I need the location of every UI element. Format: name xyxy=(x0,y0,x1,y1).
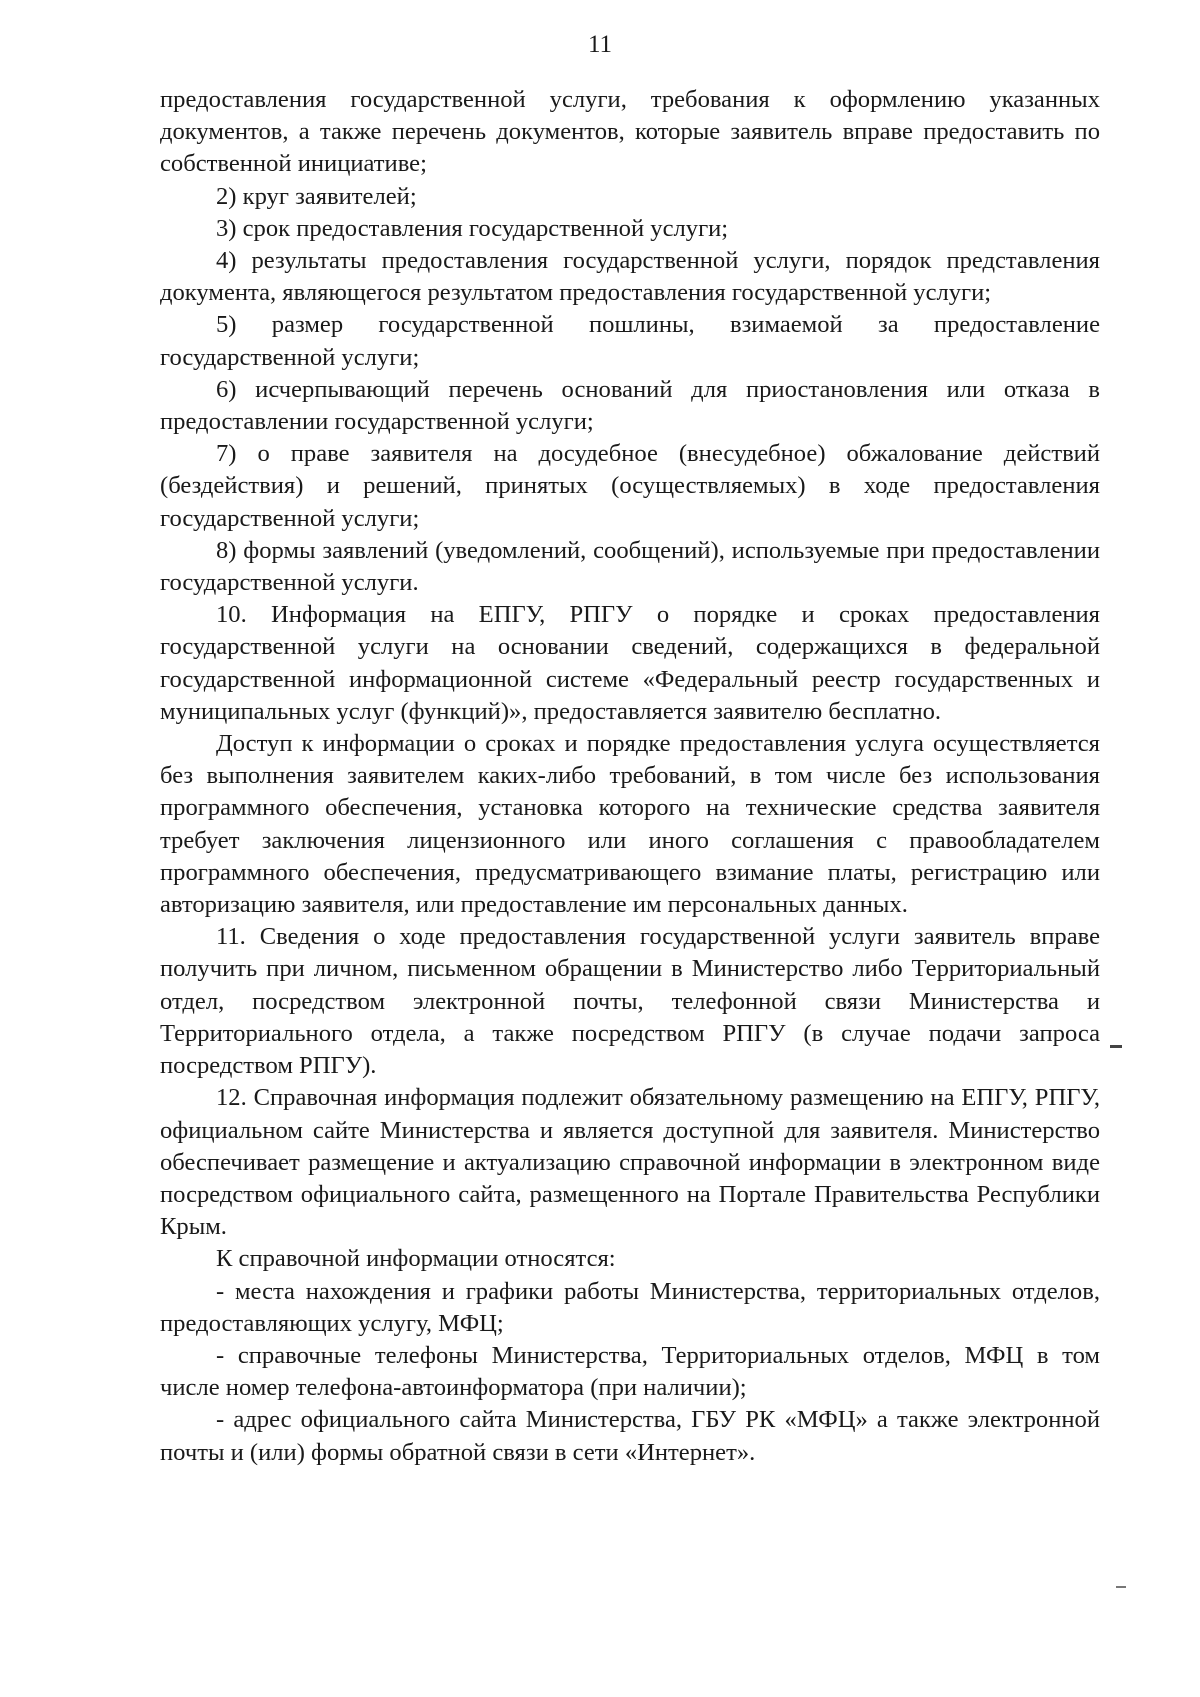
paragraph: 4) результаты предоставления государственной услуги, порядок представления документа, являющегося результатом предоставления государственной услуги; xyxy=(160,247,1100,307)
paragraph: - адрес официального сайта Министерства, ГБУ РК «МФЦ» а также электронной почты и (или) формы обратной связи в сети «Интернет». xyxy=(160,1406,1100,1466)
paragraph: 5) размер государственной пошлины, взимаемой за предоставление государственной услуги; xyxy=(160,311,1100,371)
paragraph: 8) формы заявлений (уведомлений, сообщений), используемые при предоставлении государственной услуги. xyxy=(160,536,1100,597)
paragraph: 7) о праве заявителя на досудебное (внесудебное) обжалование действий (бездействия) и решений, принятых (осуществляемых) в ходе предоставления государственной услуги; xyxy=(160,440,1100,532)
paragraph: 6) исчерпывающий перечень оснований для приостановления или отказа в предоставлении государственной услуги; xyxy=(160,375,1100,436)
paragraph: 11. Сведения о ходе предоставления государственной услуги заявитель вправе получить при личном, письменном обращении в Министерство либо Территориальный отдел, посредством электронной почты, телефонной связи Министерства и Территориального отдела, а также посредством РПГУ (в случае подачи запроса посредством РПГУ). xyxy=(160,923,1100,1080)
document-body xyxy=(160,84,1100,1469)
paragraph: Доступ к информации о сроках и порядке предоставления услуга осуществляется без выполнения заявителем каких-либо требований, в том числе без использования программного обеспечения, установка которого на технические средства заявителя требует заключения лицензионного или иного соглашения с правообладателем программного обеспечения, предусматривающего взимание платы, регистрацию или авторизацию заявителя, или предоставление им персональных данных. xyxy=(160,730,1100,919)
margin-mark xyxy=(1110,1038,1122,1052)
paragraph: - справочные телефоны Министерства, Территориальных отделов, МФЦ в том числе номер телефона-автоинформатора (при наличии); xyxy=(160,1341,1100,1402)
paragraph: 2) круг заявителей; xyxy=(216,182,417,210)
paragraph: - места нахождения и графики работы Министерства, территориальных отделов, предоставляющих услугу, МФЦ; xyxy=(160,1277,1100,1337)
margin-mark xyxy=(1116,1578,1126,1592)
paragraph: 12. Справочная информация подлежит обязательному размещению на ЕПГУ, РПГУ, официальном сайте Министерства и является доступной для заявителя. Министерство обеспечивает размещение и актуализацию справочной информации в электронном виде посредством официального сайта, размещенного на Портале Правительства Республики Крым. xyxy=(160,1084,1100,1241)
paragraph: К справочной информации относятся: xyxy=(216,1245,616,1273)
paragraph: предоставления государственной услуги, требования к оформлению указанных документов, а также перечень документов, которые заявитель вправе предоставить по собственной инициативе; xyxy=(160,86,1100,178)
paragraph: 3) срок предоставления государственной услуги; xyxy=(216,214,729,242)
page-number: 11 xyxy=(587,31,613,58)
paragraph: 10. Информация на ЕПГУ, РПГУ о порядке и сроках предоставления государственной услуги на основании сведений, содержащихся в федеральной государственной информационной системе «Федеральный реестр государственных и муниципальных услуг (функций)», предоставляется заявителю бесплатно. xyxy=(160,601,1100,725)
